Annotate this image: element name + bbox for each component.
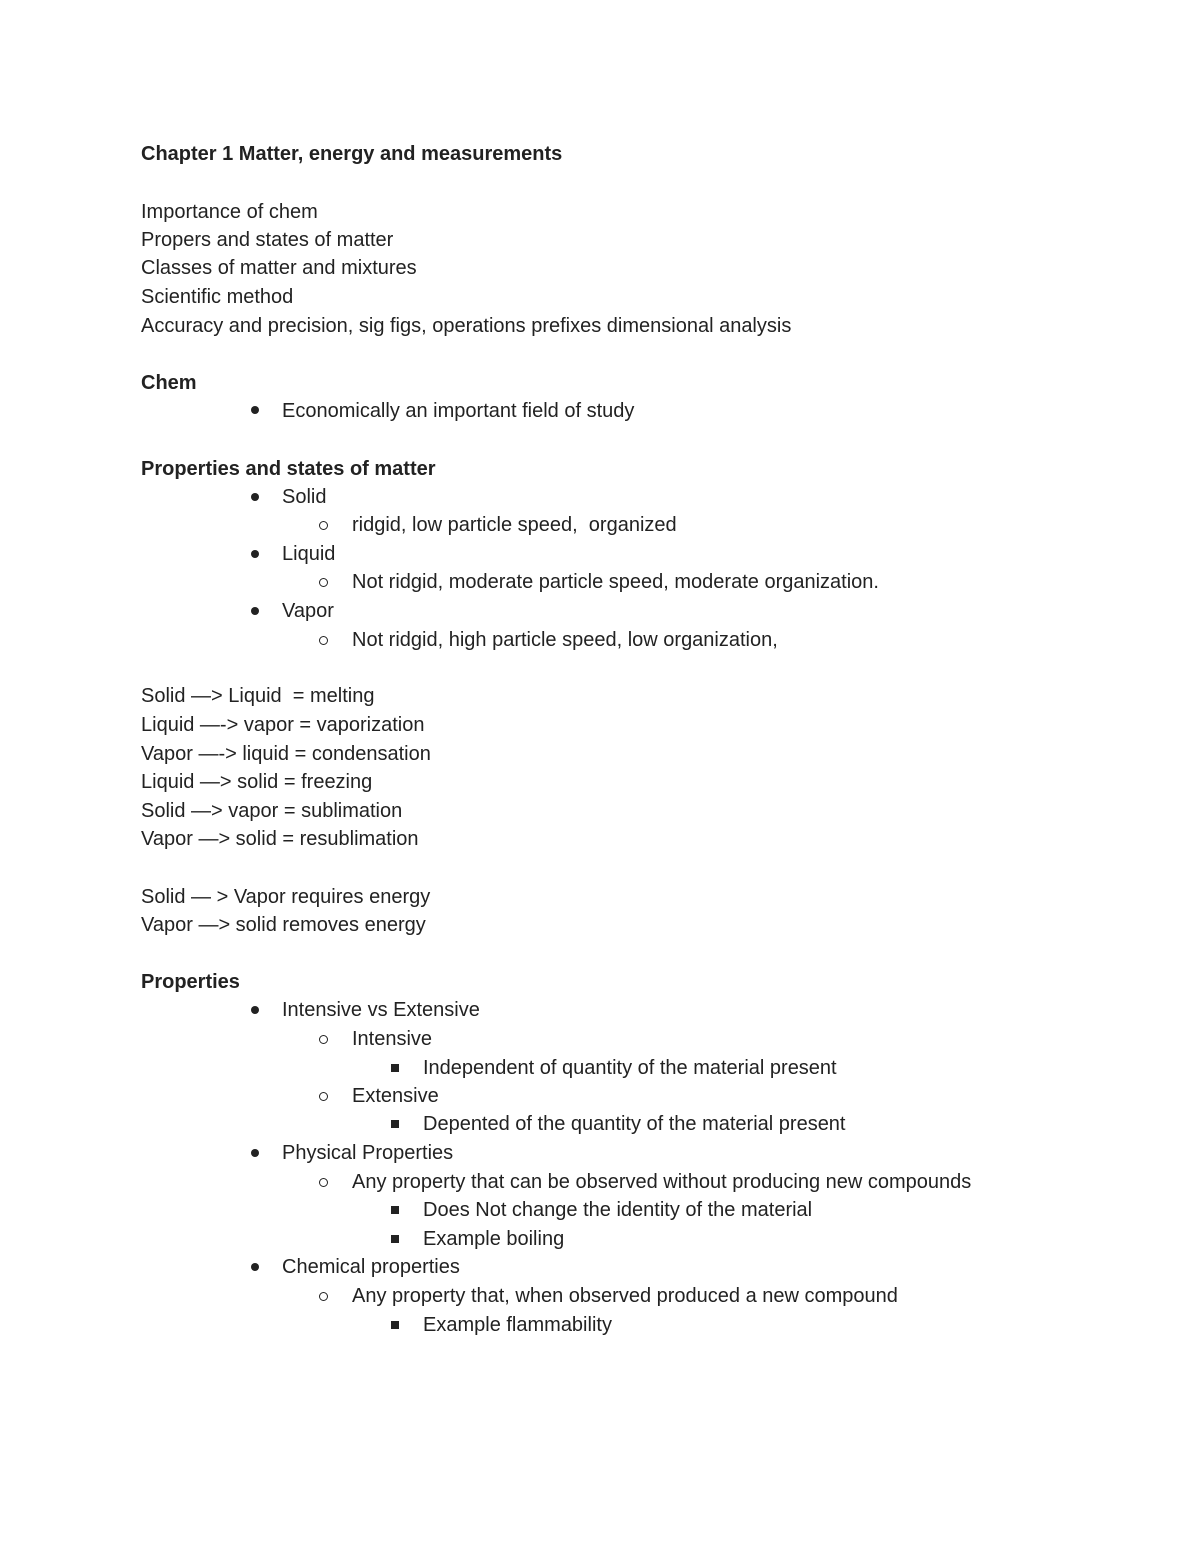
section-heading-chem: Chem: [141, 372, 197, 394]
bullet-circle-icon: [319, 578, 328, 587]
list-item-liquid-desc: Not ridgid, moderate particle speed, moderate organization.: [352, 571, 879, 593]
bullet-disc-icon: [251, 550, 259, 558]
bullet-disc-icon: [251, 1149, 259, 1157]
list-item-chemical-note: Example flammability: [423, 1314, 612, 1336]
bullet-square-icon: [391, 1235, 399, 1243]
overview-line: Propers and states of matter: [141, 229, 394, 251]
list-item-physical: Physical Properties: [282, 1142, 454, 1164]
list-item-solid-desc: ridgid, low particle speed, organized: [352, 514, 677, 536]
transition-line: Liquid —> solid = freezing: [141, 771, 373, 793]
bullet-square-icon: [391, 1064, 399, 1072]
list-item-chemical-desc: Any property that, when observed produced a new compound: [352, 1285, 898, 1307]
list-item-intensive-desc: Independent of quantity of the material present: [423, 1057, 837, 1079]
bullet-circle-icon: [319, 1178, 328, 1187]
section-heading-properties: Properties: [141, 971, 240, 993]
bullet-circle-icon: [319, 636, 328, 645]
transition-line: Vapor —> solid = resublimation: [141, 828, 419, 850]
list-item-physical-desc: Any property that can be observed without producing new compounds: [352, 1171, 972, 1193]
overview-line: Accuracy and precision, sig figs, operations prefixes dimensional analysis: [141, 315, 792, 337]
overview-line: Classes of matter and mixtures: [141, 257, 417, 279]
transition-line: Liquid —-> vapor = vaporization: [141, 714, 425, 736]
bullet-disc-icon: [251, 1006, 259, 1014]
energy-line: Solid — > Vapor requires energy: [141, 886, 431, 908]
bullet-square-icon: [391, 1206, 399, 1214]
section-heading-states: Properties and states of matter: [141, 458, 436, 480]
transition-line: Vapor —-> liquid = condensation: [141, 743, 431, 765]
page-title: Chapter 1 Matter, energy and measurements: [141, 143, 563, 165]
overview-line: Scientific method: [141, 286, 294, 308]
bullet-square-icon: [391, 1321, 399, 1329]
transition-line: Solid —> Liquid = melting: [141, 685, 375, 707]
bullet-circle-icon: [319, 521, 328, 530]
bullet-disc-icon: [251, 607, 259, 615]
list-item: Economically an important field of study: [282, 400, 635, 422]
list-item-intensive: Intensive: [352, 1028, 433, 1050]
bullet-disc-icon: [251, 493, 259, 501]
bullet-disc-icon: [251, 406, 259, 414]
list-item-physical-note: Does Not change the identity of the material: [423, 1199, 813, 1221]
bullet-disc-icon: [251, 1263, 259, 1271]
bullet-circle-icon: [319, 1035, 328, 1044]
bullet-square-icon: [391, 1120, 399, 1128]
list-item-extensive: Extensive: [352, 1085, 439, 1107]
bullet-circle-icon: [319, 1092, 328, 1101]
list-item-vapor: Vapor: [282, 600, 334, 622]
list-item-physical-note: Example boiling: [423, 1228, 565, 1250]
energy-line: Vapor —> solid removes energy: [141, 914, 426, 936]
bullet-circle-icon: [319, 1292, 328, 1301]
list-item-intensive-vs-extensive: Intensive vs Extensive: [282, 999, 480, 1021]
overview-line: Importance of chem: [141, 201, 318, 223]
list-item-vapor-desc: Not ridgid, high particle speed, low organization,: [352, 629, 778, 651]
list-item-liquid: Liquid: [282, 543, 336, 565]
list-item-solid: Solid: [282, 486, 327, 508]
transition-line: Solid —> vapor = sublimation: [141, 800, 403, 822]
list-item-extensive-desc: Depented of the quantity of the material present: [423, 1113, 846, 1135]
list-item-chemical: Chemical properties: [282, 1256, 460, 1278]
